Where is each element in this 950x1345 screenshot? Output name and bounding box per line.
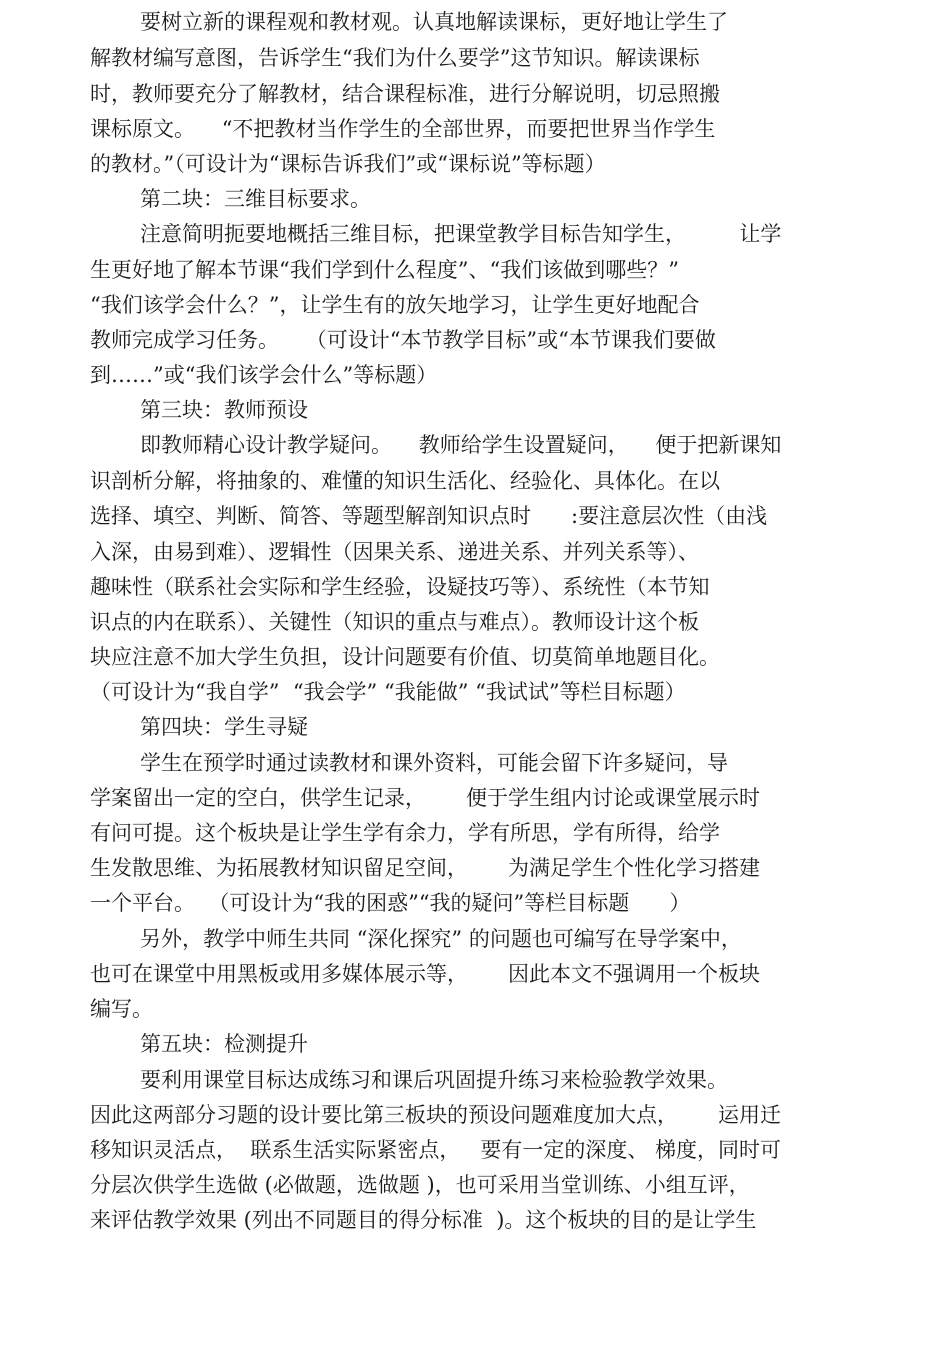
text-line: 另外，教学中师生共同 “深化探究” 的问题也可编写在导学案中，: [140, 927, 742, 951]
text-line: 到……”或“我们该学会什么”等标题）: [90, 363, 438, 387]
text-line: “我们该学会什么？”，让学生有的放矢地学习，让学生更好地配合: [90, 293, 700, 317]
text-line: 解教材编写意图，告诉学生“我们为什么要学”这节知识。解读课标: [90, 46, 700, 70]
text-line: 生发散思维、为拓展教材知识留足空间， 为满足学生个性化学习搭建: [90, 856, 761, 880]
text-line: 有问可提。这个板块是让学生学有余力，学有所思，学有所得，给学: [90, 821, 720, 845]
text-line: 教师完成学习任务。 （可设计“本节教学目标”或“本节课我们要做: [90, 328, 716, 352]
text-line: 时，教师要充分了解教材，结合课程标准，进行分解说明，切忌照搬: [90, 82, 720, 106]
text-line: 识点的内在联系）、关键性（知识的重点与难点）。教师设计这个板: [90, 610, 699, 634]
text-line: 课标原文。 “不把教材当作学生的全部世界，而要把世界当作学生: [90, 117, 716, 141]
text-line: 要利用课堂目标达成练习和课后巩固提升练习来检验教学效果。: [140, 1068, 728, 1092]
section-heading: 第二块：三维目标要求。: [140, 187, 371, 211]
text-line: （可设计为“我自学” “我会学” “我能做” “我试试”等栏目标题）: [90, 680, 686, 704]
text-line: 编写。: [90, 997, 153, 1021]
text-line: 入深，由易到难）、逻辑性（因果关系、递进关系、并列关系等）、: [90, 540, 699, 564]
text-line: 的教材。”（可设计为“课标告诉我们”或“课标说”等标题）: [90, 152, 606, 176]
text-line: 即教师精心设计教学疑问。 教师给学生设置疑问， 便于把新课知: [140, 433, 782, 457]
text-line: 也可在课堂中用黑板或用多媒体展示等， 因此本文不强调用一个板块: [90, 962, 761, 986]
text-line: 识剖析分解，将抽象的、难懂的知识生活化、经验化、具体化。在以: [90, 469, 720, 493]
text-line: 因此这两部分习题的设计要比第三板块的预设问题难度加大点， 运用迁: [90, 1103, 782, 1127]
text-line: 分层次供学生选做 (必做题，选做题 )，也可采用当堂训练、小组互评，: [90, 1173, 750, 1197]
text-line: 一个平台。 （可设计为“我的困惑”“我的疑问”等栏目标题 ）: [90, 891, 691, 915]
section-heading: 第五块：检测提升: [140, 1032, 308, 1056]
text-line: 学生在预学时通过读教材和课外资料，可能会留下许多疑问，导: [140, 751, 728, 775]
text-line: 要树立新的课程观和教材观。认真地解读课标，更好地让学生了: [140, 10, 728, 34]
section-heading: 第四块：学生寻疑: [140, 715, 308, 739]
text-line: 来评估教学效果 (列出不同题目的得分标准 )。这个板块的目的是让学生: [90, 1208, 757, 1232]
text-line: 趣味性（联系社会实际和学生经验，设疑技巧等）、系统性（本节知: [90, 575, 710, 599]
text-line: 生更好地了解本节课“我们学到什么程度”、“我们该做到哪些？”: [90, 258, 679, 282]
text-line: 块应注意不加大学生负担，设计问题要有价值、切莫简单地题目化。: [90, 645, 720, 669]
text-line: 移知识灵活点， 联系生活实际紧密点， 要有一定的深度、 梯度，同时可: [90, 1138, 782, 1162]
text-line: 学案留出一定的空白，供学生记录， 便于学生组内讨论或课堂展示时: [90, 786, 761, 810]
text-line: 选择、填空、判断、简答、等题型解剖知识点时 :要注意层次性（由浅: [90, 504, 768, 528]
text-line: 注意简明扼要地概括三维目标，把课堂教学目标告知学生， 让学: [140, 222, 782, 246]
section-heading: 第三块：教师预设: [140, 398, 308, 422]
